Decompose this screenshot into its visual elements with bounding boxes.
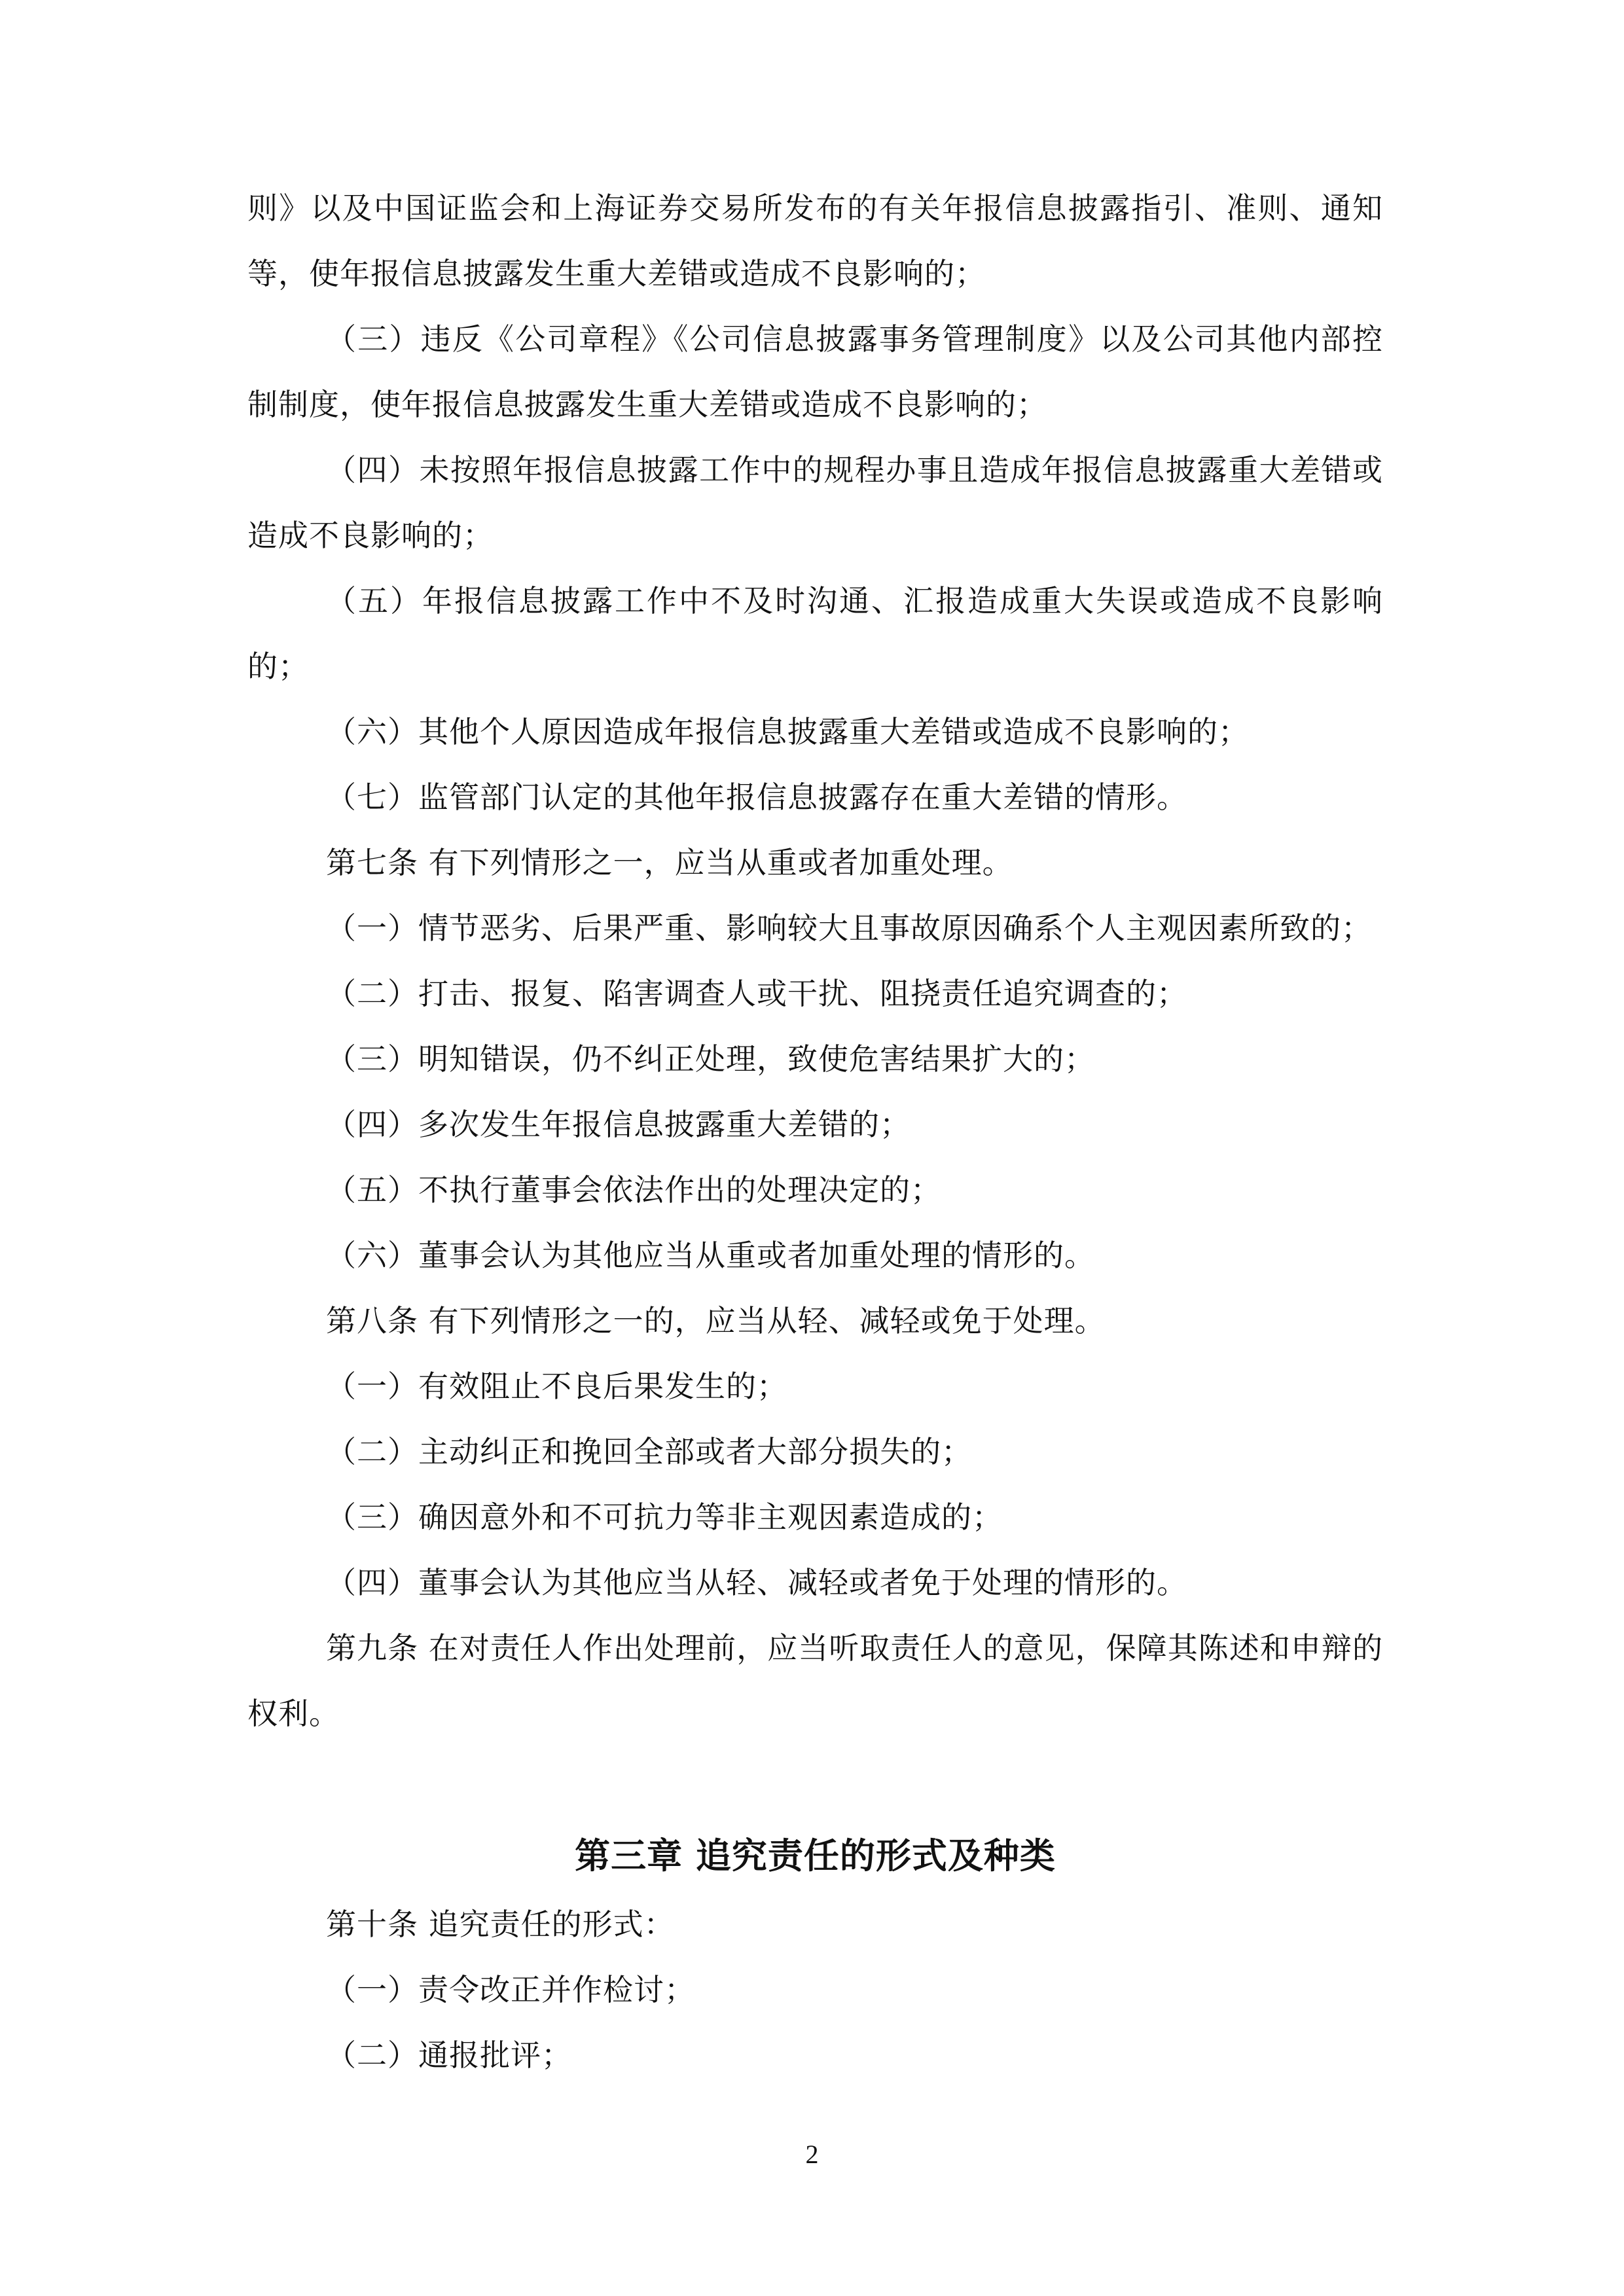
paragraph: （一）责令改正并作检讨； xyxy=(326,1972,695,2007)
paragraph: （五）年报信息披露工作中不及时沟通、汇报造成重大失误或造成不良影响的； xyxy=(247,583,1383,684)
paragraph: （二）主动纠正和挽回全部或者大部分损失的； xyxy=(326,1434,972,1469)
article-10-heading: 第十条 追究责任的形式： xyxy=(326,1907,675,1942)
paragraph: （二）通报批评； xyxy=(326,2037,572,2073)
article-8-heading: 第八条 有下列情形之一的，应当从轻、减轻或免于处理。 xyxy=(326,1303,1106,1338)
paragraph: （二）打击、报复、陷害调查人或干扰、阻挠责任追究调查的； xyxy=(326,976,1187,1011)
paragraph: （七）监管部门认定的其他年报信息披露存在重大差错的情形。 xyxy=(326,780,1187,815)
paragraph: （一）有效阻止不良后果发生的； xyxy=(326,1369,787,1404)
paragraph: （六）董事会认为其他应当从重或者加重处理的情形的。 xyxy=(326,1238,1095,1273)
chapter-heading: 第三章 追究责任的形式及种类 xyxy=(575,1835,1056,1876)
paragraph: （三）明知错误，仍不纠正处理，致使危害结果扩大的； xyxy=(326,1041,1095,1077)
paragraph: （一）情节恶劣、后果严重、影响较大且事故原因确系个人主观因素所致的； xyxy=(326,910,1372,946)
document-page xyxy=(247,175,1383,2088)
paragraph: （三）违反《公司章程》《公司信息披露事务管理制度》以及公司其他内部控制制度，使年报信息披露发生重大差错或造成不良影响的； xyxy=(247,321,1383,422)
paragraph: （三）确因意外和不可抗力等非主观因素造成的； xyxy=(326,1499,1003,1535)
paragraph: （四）董事会认为其他应当从轻、减轻或者免于处理的情形的。 xyxy=(326,1565,1187,1600)
paragraph: 则》以及中国证监会和上海证券交易所发布的有关年报信息披露指引、准则、通知等，使年报信息披露发生重大差错或造成不良影响的； xyxy=(247,190,1383,291)
page-number: 2 xyxy=(805,2140,819,2169)
paragraph: （四）未按照年报信息披露工作中的规程办事且造成年报信息披露重大差错或造成不良影响的； xyxy=(247,452,1383,553)
paragraph: （四）多次发生年报信息披露重大差错的； xyxy=(326,1107,911,1142)
article-9-paragraph: 第九条 在对责任人作出处理前，应当听取责任人的意见，保障其陈述和申辩的权利。 xyxy=(247,1630,1383,1731)
article-7-heading: 第七条 有下列情形之一，应当从重或者加重处理。 xyxy=(326,845,1013,880)
paragraph: （五）不执行董事会依法作出的处理决定的； xyxy=(326,1172,941,1208)
paragraph: （六）其他个人原因造成年报信息披露重大差错或造成不良影响的； xyxy=(326,714,1249,749)
